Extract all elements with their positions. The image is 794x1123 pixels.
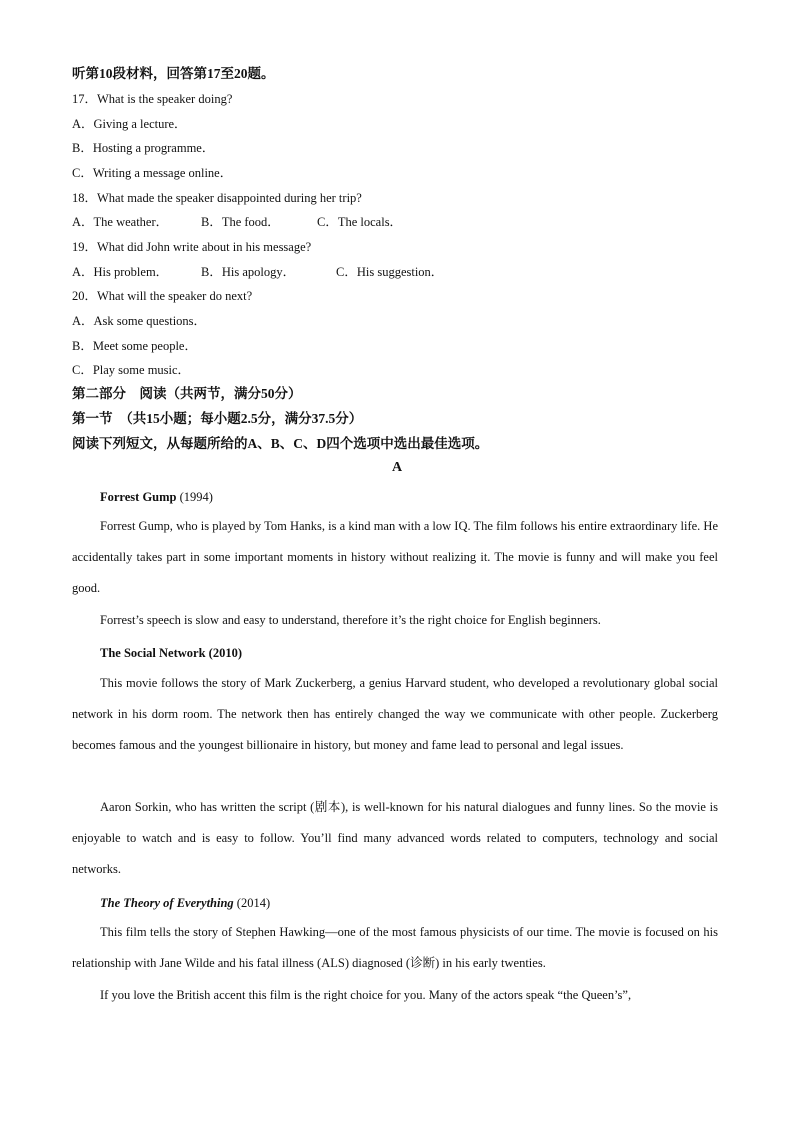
part2-heading: 第二部分 阅读（共两节，满分50分） xyxy=(72,386,302,401)
film-title: The Social Network (2010) xyxy=(100,646,242,660)
film-2-paragraph-1: This movie follows the story of Mark Zuckerberg, a genius Harvard student, who developed a revolutionary global social network in his dorm room. The network then has entirely changed the way we communicate with other people. Zuckerberg becomes famous and the youngest billionaire in history, but money and fame lead to personal and legal issues. xyxy=(72,676,718,753)
part2-section1-heading: 第一节 （共15小题；每小题2.5分，满分37.5分） xyxy=(72,411,363,426)
film-title: The Theory of Everything xyxy=(100,896,234,910)
film-title-forrest-gump xyxy=(100,489,213,505)
film-year: (1994) xyxy=(176,490,213,504)
film-1-paragraph-2: Forrest’s speech is slow and easy to understand, therefore it’s the right choice for English beginners. xyxy=(100,613,601,627)
film-title-social-network xyxy=(100,645,242,661)
question-18-options xyxy=(72,214,402,230)
question-20-option-a: A．Ask some questions． xyxy=(72,314,207,328)
question-19-options xyxy=(72,264,443,280)
question-19-stem: 19．What did John write about in his message? xyxy=(72,240,312,254)
question-17-stem: 17．What is the speaker doing? xyxy=(72,92,233,106)
question-20-stem: 20．What will the speaker do next? xyxy=(72,289,253,303)
question-17-option-b: B．Hosting a programme． xyxy=(72,141,215,155)
passage-label: A xyxy=(391,460,403,475)
film-year: (2014) xyxy=(233,896,271,910)
question-18-stem: 18．What made the speaker disappointed during her trip? xyxy=(72,191,362,205)
film-1-paragraph-1: Forrest Gump, who is played by Tom Hanks, is a kind man with a low IQ. The film follows his entire extraordinary life. He accidentally takes part in some important moments in history without realizing it. The movie is funny and will make you feel good. xyxy=(72,519,718,596)
part2-instruction: 阅读下列短文，从每题所给的A、B、C、D四个选项中选出最佳选项。 xyxy=(72,436,489,451)
question-18-option-a: A．The weather． xyxy=(72,215,169,229)
question-20-option-c: C．Play some music． xyxy=(72,363,191,377)
section-intro: 听第10段材料，回答第17至20题。 xyxy=(72,66,275,81)
question-18-option-c: C．The locals． xyxy=(317,215,403,229)
question-18-option-b: B．The food． xyxy=(201,215,280,229)
question-17-option-a: A．Giving a lecture． xyxy=(72,117,187,131)
film-3-paragraph-1: This film tells the story of Stephen Hawking—one of the most famous physicists of our time. The movie is focused on his relationship with Jane Wilde and his fatal illness (ALS) diagnosed (诊断) in his early twenties. xyxy=(72,925,718,971)
film-title-theory-of-everything xyxy=(100,895,270,911)
question-19-option-c: C．His suggestion． xyxy=(336,265,444,279)
film-2-paragraph-2: Aaron Sorkin, who has written the script (剧本), is well-known for his natural dialogues and funny lines. So the movie is enjoyable to watch and is easy to follow. You’ll find many advanced words related to computers, technology and social networks. xyxy=(72,800,718,877)
question-20-option-b: B．Meet some people． xyxy=(72,339,197,353)
film-3-paragraph-2: If you love the British accent this film is the right choice for you. Many of the actors speak “the Queen’s”, xyxy=(100,988,632,1002)
film-title: Forrest Gump xyxy=(100,490,177,504)
question-19-option-a: A．His problem． xyxy=(72,265,169,279)
question-19-option-b: B．His apology． xyxy=(201,265,296,279)
question-17-option-c: C．Writing a message online． xyxy=(72,166,233,180)
